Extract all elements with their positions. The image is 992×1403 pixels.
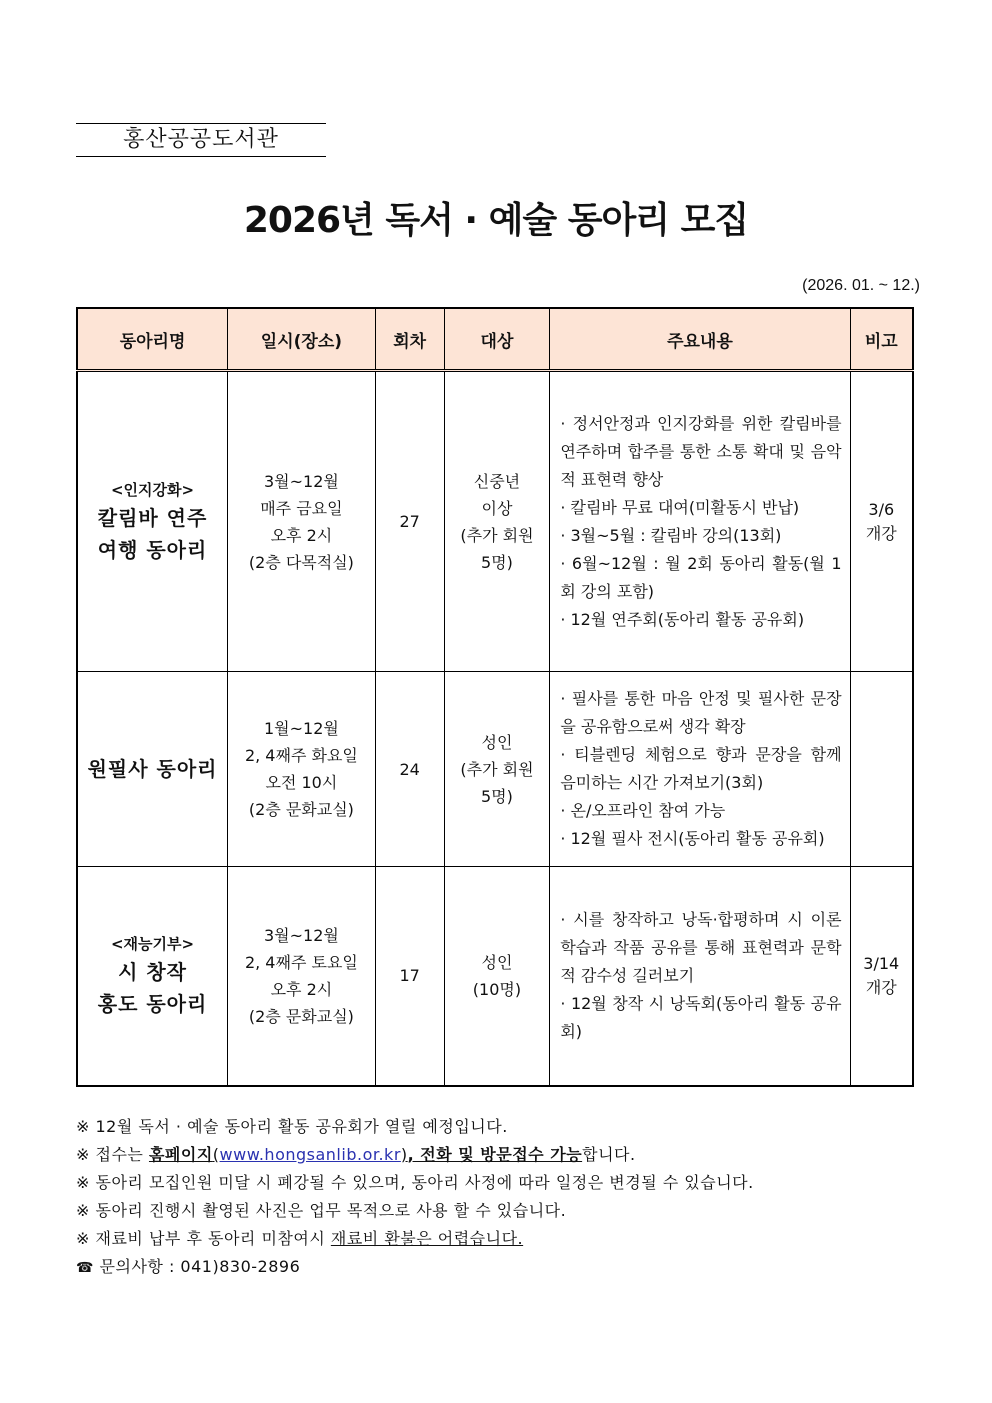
schedule-line: 매주 금요일 (260, 498, 343, 518)
table-row (77, 867, 913, 1086)
schedule-cell (228, 867, 376, 1086)
reference-mark-icon: ※ (76, 1145, 90, 1164)
content-item: · 시를 창작하고 낭독·합평하며 시 이론 학습과 작품 공유를 통해 표현력과 문학적 감수성 길러보기 (560, 909, 842, 985)
target-cell (444, 371, 550, 672)
note-text: 접수는 (95, 1145, 149, 1164)
note-text: 동아리 진행시 촬영된 사진은 업무 목적으로 사용 할 수 있습니다. (95, 1201, 567, 1220)
note-text: 동아리 모집인원 미달 시 폐강될 수 있으며, 동아리 사정에 따라 일정은 변경될 수 있습니다. (95, 1173, 754, 1192)
club-name-cell (77, 371, 228, 672)
table-row (77, 371, 913, 672)
content-item: · 12월 연주회(동아리 활동 공유회) (560, 609, 805, 629)
schedule-line: 2, 4째주 토요일 (244, 952, 358, 972)
sessions-cell: 27 (375, 371, 444, 672)
target-line: (추가 회원 (460, 759, 534, 779)
content-item: · 필사를 통한 마음 안정 및 필사한 문장을 공유함으로써 생각 확장 (560, 689, 842, 736)
note-cell (850, 867, 913, 1086)
homepage-link[interactable]: www.hongsanlib.or.kr (219, 1145, 401, 1164)
note-text: 합니다. (582, 1145, 636, 1164)
col-header-content: 주요내용 (550, 308, 850, 371)
note-line: 3/14 (863, 953, 900, 973)
schedule-cell (228, 672, 376, 867)
notes-section (76, 1113, 754, 1282)
club-table (76, 307, 914, 1087)
note-line: 개강 (865, 977, 897, 997)
target-line: 성인 (481, 952, 513, 972)
col-header-sessions: 회차 (375, 308, 444, 371)
schedule-line: 오후 2시 (270, 525, 333, 545)
phone-visit-label: , 전화 및 방문접수 가능 (407, 1145, 583, 1164)
reference-mark-icon: ※ (76, 1201, 90, 1220)
note-line-4 (76, 1197, 754, 1225)
club-category: <재능기부> (110, 934, 195, 953)
reference-mark-icon: ※ (76, 1117, 90, 1136)
schedule-line: 3월~12월 (263, 471, 339, 491)
schedule-line: (2층 다목적실) (248, 552, 354, 572)
note-line-2 (76, 1141, 754, 1169)
club-name-line: 여행 동아리 (97, 537, 208, 562)
target-line: (추가 회원 (460, 525, 534, 545)
club-name-line: 홍도 동아리 (97, 991, 208, 1016)
note-cell (850, 672, 913, 867)
content-item: · 칼림바 무료 대여(미활동시 반납) (560, 497, 800, 517)
note-line: 개강 (865, 523, 897, 543)
page-title: 2026년 독서 · 예술 동아리 모집 (243, 200, 749, 241)
col-header-schedule: 일시(장소) (228, 308, 376, 371)
content-item: · 정서안정과 인지강화를 위한 칼림바를 연주하며 합주를 통한 소통 확대 및 음악적 표현력 향상 (560, 413, 842, 489)
schedule-cell (228, 371, 376, 672)
phone-icon: ☎ (76, 1260, 94, 1276)
homepage-label: 홈페이지 (148, 1145, 213, 1164)
target-cell (444, 867, 550, 1086)
note-text: 12월 독서 · 예술 동아리 활동 공유회가 열릴 예정입니다. (95, 1117, 508, 1136)
content-item: · 3월~5월 : 칼림바 강의(13회) (560, 525, 782, 545)
content-cell (550, 867, 850, 1086)
club-name-line: 칼림바 연주 (97, 505, 208, 530)
refund-warning: 재료비 환불은 어렵습니다. (330, 1229, 524, 1248)
paren: ( (212, 1145, 220, 1164)
sessions-cell: 17 (375, 867, 444, 1086)
note-cell (850, 371, 913, 672)
schedule-line: 3월~12월 (263, 925, 339, 945)
period-label: (2026. 01. ~ 12.) (802, 277, 920, 294)
note-line-3 (76, 1169, 754, 1197)
club-name-line: 원필사 동아리 (87, 757, 218, 781)
target-line: 이상 (481, 498, 513, 518)
content-item: · 온/오프라인 참여 가능 (560, 801, 726, 820)
reference-mark-icon: ※ (76, 1229, 90, 1248)
col-header-note: 비고 (850, 308, 913, 371)
content-cell (550, 672, 850, 867)
reference-mark-icon: ※ (76, 1173, 90, 1192)
sessions-cell: 24 (375, 672, 444, 867)
target-cell (444, 672, 550, 867)
col-header-club-name: 동아리명 (77, 308, 228, 371)
note-line-5 (76, 1225, 754, 1253)
club-name-line: 시 창작 (118, 959, 188, 984)
note-text: 재료비 납부 후 동아리 미참여시 (95, 1229, 331, 1248)
contact-text: 문의사항 : 041)830-2896 (99, 1257, 301, 1276)
content-item: · 12월 창작 시 낭독회(동아리 활동 공유회) (560, 993, 842, 1041)
club-name-cell (77, 867, 228, 1086)
table-header-row (77, 308, 913, 371)
schedule-line: 오전 10시 (265, 773, 338, 792)
schedule-line: 오후 2시 (270, 979, 333, 999)
target-line: 성인 (481, 732, 513, 752)
club-name-cell (77, 672, 228, 867)
organization-name: 홍산공공도서관 (76, 123, 326, 157)
schedule-line: 2, 4째주 화요일 (244, 746, 358, 765)
target-line: (10명) (472, 979, 522, 999)
target-line: 신중년 (473, 471, 521, 491)
paren: ) (400, 1145, 408, 1164)
schedule-line: (2층 문화교실) (248, 1006, 354, 1026)
content-cell (550, 371, 850, 672)
schedule-line: (2층 문화교실) (248, 800, 354, 819)
schedule-line: 1월~12월 (263, 719, 339, 738)
club-category: <인지강화> (110, 480, 195, 499)
content-item: · 12월 필사 전시(동아리 활동 공유회) (560, 829, 825, 848)
target-line: 5명) (481, 552, 513, 572)
table-row (77, 672, 913, 867)
target-line: 5명) (481, 786, 513, 806)
contact-line (76, 1253, 754, 1282)
content-item: · 티블렌딩 체험으로 향과 문장을 함께 음미하는 시간 가져보기(3회) (560, 745, 842, 792)
col-header-target: 대상 (444, 308, 550, 371)
content-item: · 6월~12월 : 월 2회 동아리 활동(월 1회 강의 포함) (560, 553, 842, 601)
note-line: 3/6 (868, 499, 895, 519)
note-line-1 (76, 1113, 754, 1141)
